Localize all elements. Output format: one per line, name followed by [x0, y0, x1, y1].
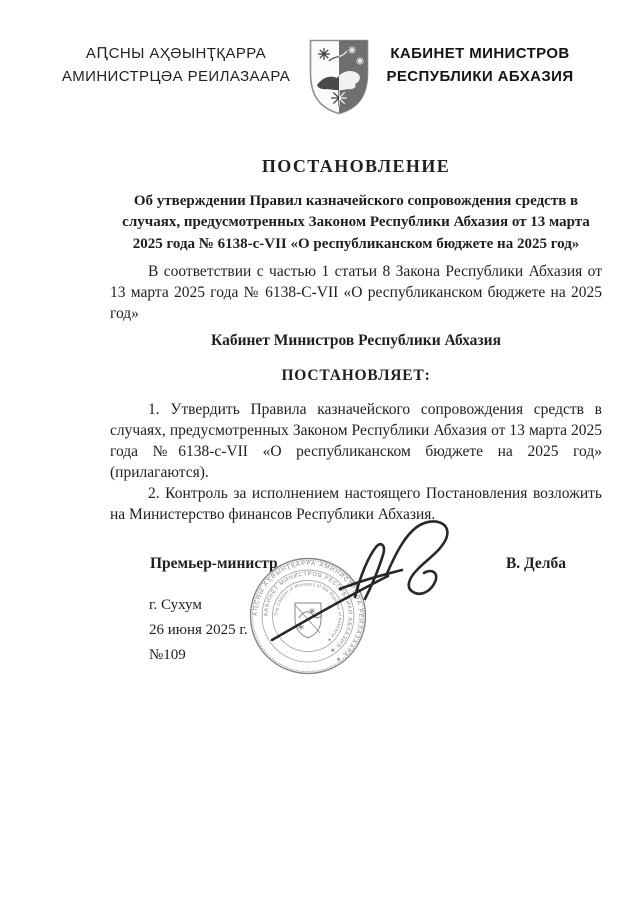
signature-position: Премьер-министр: [150, 555, 278, 572]
date-line: 26 июня 2025 г.: [149, 622, 248, 638]
stamp-inner-ring-text: The Cabinet of Ministers of the Republic of Abkhazia ★: [273, 581, 343, 644]
city-line: г. Сухум: [149, 597, 202, 613]
stamp-outer-ring-text: АԤСНЫ АҲӘЫНҬҚАРРА АМИНИСТРЦӘА РЕИЛАЗААРА ★: [252, 560, 364, 664]
issuer-line: Кабинет Министров Республики Абхазия: [211, 332, 501, 349]
document-title: ПОСТАНОВЛЕНИЕ: [261, 156, 451, 176]
org-name-abkhaz-line2: АМИНИСТРЦӘА РЕИЛАЗААРА: [61, 68, 291, 85]
doc-number: №109: [149, 647, 186, 663]
org-name-russian-line2: РЕСПУБЛИКИ АБХАЗИЯ: [386, 68, 574, 85]
stamp-middle-ring-text: КАБИНЕТ МИНИСТРОВ РЕСПУБЛИКИ АБХАЗИЯ ★: [263, 571, 353, 654]
signatory-name: В. Делба: [505, 555, 566, 572]
decree-word: ПОСТАНОВЛЯЕТ:: [281, 367, 431, 384]
signature-scribble: [250, 515, 480, 650]
org-name-abkhaz: [56, 42, 296, 88]
decree-item-1: 1. Утвердить Правила казначейского сопровождения средств в случаях, предусмотренных Законом Республики Абхазия от 13 марта 2025 года №6138-с-VII «О республиканском бюджете на 2025 год» (прилагаются).: [110, 401, 602, 481]
org-name-abkhaz-line1: АԤСНЫ АҲӘЫНҬҚАРРА: [85, 45, 267, 62]
org-name-russian: [377, 42, 583, 88]
decree-preamble: В соответствии с частью 1 статьи 8 Закона Республики Абхазия от 13 марта 2025 года № 6138-С-VII «О республиканском бюджете на 2025 год»: [110, 263, 602, 322]
decree-subject: Об утверждении Правил казначейского сопровождения средств в случаях, предусмотренных Законом Республики Абхазия от 13 марта 2025 года № 6138-с-VII «О республиканском бюджете на 2025 год»: [122, 193, 590, 252]
decree-item-2: 2. Контроль за исполнением настоящего Постановления возложить на Министерство финансов Республики Абхазия.: [110, 485, 602, 523]
org-name-russian-line1: КАБИНЕТ МИНИСТРОВ: [390, 45, 570, 62]
decree-items: [110, 399, 602, 525]
coat-of-arms-abkhazia-icon: [307, 37, 371, 117]
